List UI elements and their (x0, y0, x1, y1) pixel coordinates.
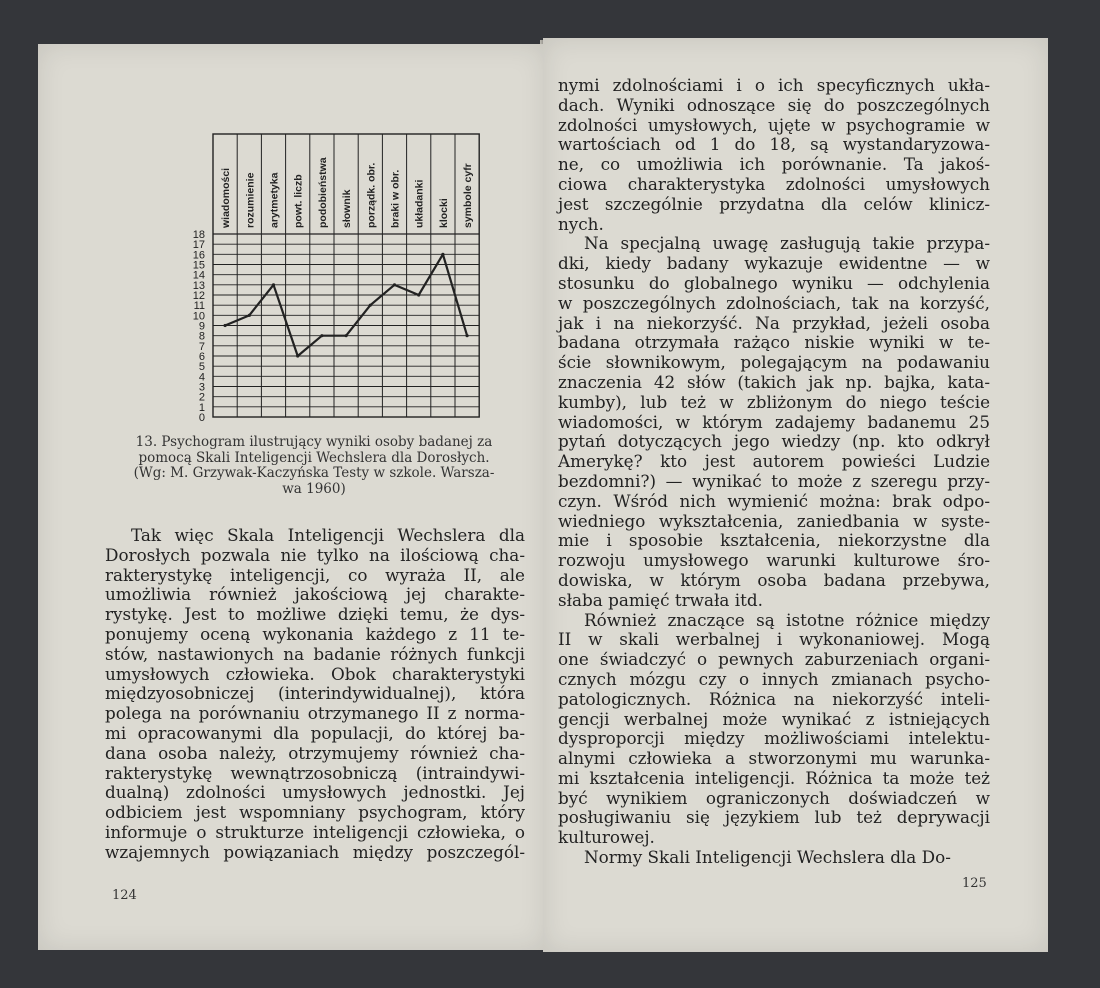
chart-y-tick: 7 (198, 340, 205, 353)
text-line: II w skali werbalnej i wykonaniowej. Mogą (558, 629, 990, 650)
chart-y-tick: 10 (192, 310, 205, 323)
chart-point (417, 293, 420, 296)
page-number-left: 124 (112, 888, 137, 903)
text-line: dach. Wyniki odnoszące się do poszczególnych (558, 94, 990, 115)
chart-category-label: układanki (413, 179, 426, 228)
chart-y-tick: 15 (192, 259, 205, 272)
text-line: polega na porównaniu otrzymanego II z norma- (105, 703, 525, 724)
chart-category-label: rozumienie (244, 172, 257, 228)
text-line: wiedniego wykształcenia, zaniedbania w syste- (558, 510, 990, 531)
chart-point (224, 324, 227, 327)
text-line: wartościach od 1 do 18, są wystandaryzowa- (558, 134, 990, 155)
text-line: bezdomni?) — wynikać to może z szeregu przy- (558, 470, 990, 491)
chart-category-label: arytmetyka (268, 172, 281, 228)
caption-line: pomocą Skali Inteligencji Wechslera dla Dorosłych. (138, 449, 490, 466)
caption-line: (Wg: M. Grzywak-Kaczyńska Testy w szkole. Warsza- (133, 465, 495, 481)
text-line: jak i na niekorzyść. Na przykład, jeżeli osoba (558, 312, 990, 333)
text-line: ście słownikowym, polegającym na podawaniu (558, 352, 990, 373)
text-line: dysproporcji między możliwościami intelektu- (558, 728, 990, 749)
chart-point (345, 334, 348, 337)
chart-y-tick: 18 (192, 229, 205, 241)
chart-y-tick: 9 (198, 320, 205, 333)
text-line: badana otrzymała rażąco niskie wyniki w te- (558, 332, 990, 353)
chart-point (393, 283, 396, 286)
text-line: Również znaczące są istotne różnice między (584, 609, 990, 630)
text-line: Tak więc Skala Inteligencji Wechslera dla (131, 525, 525, 545)
figure-caption (102, 435, 526, 497)
left-body-text (105, 526, 525, 863)
chart-point (272, 283, 275, 286)
text-line: w poszczególnych zdolnościach, tak na korzyść, (558, 292, 990, 313)
text-line: mi kształcenia inteligencji. Różnica ta może też (558, 767, 990, 788)
text-line: Amerykę? kto jest autorem powieści Ludzie (558, 451, 990, 472)
text-line: rystykę. Jest to możliwe dzięki temu, że dys- (105, 604, 525, 625)
chart-y-tick: 12 (192, 290, 205, 302)
text-line: mie i sposobie kształcenia, niekorzystne dla (558, 530, 990, 551)
text-line: gencji werbalnej może wynikać z istniejących (558, 708, 990, 729)
text-line: Dorosłych pozwala nie tylko na ilościową cha- (105, 544, 525, 565)
text-line: odbiciem jest wspomniany psychogram, który (105, 802, 525, 823)
caption-line: 13. Psychogram ilustrujący wyniki osoby badanej za (135, 434, 493, 450)
chart-y-tick: 8 (198, 330, 205, 343)
chart-point (441, 253, 444, 256)
page-number-right: 125 (962, 876, 987, 891)
text-line: rakterystykę inteligencji, co wyraża II, ale (105, 564, 525, 585)
text-line: międzyosobniczej (interindywidualnej), która (105, 683, 525, 704)
text-line: dowiska, w którym osoba badana przebywa, (558, 569, 990, 590)
chart-y-tick: 4 (198, 371, 205, 384)
text-line: wiadomości, w którym zadajemy badanemu 25 (558, 411, 990, 432)
text-line: nych. (558, 213, 604, 234)
text-line: jest szczególnie przydatna dla celów klinicz- (558, 193, 990, 214)
chart-category-label: wiadomości (220, 167, 233, 228)
chart-y-tick: 17 (192, 239, 205, 252)
chart-category-label: powt. liczb (292, 174, 305, 228)
text-line: nymi zdolnościami i o ich specyficznych ukła- (558, 75, 990, 95)
text-line: one świadczyć o pewnych zaburzeniach organi- (558, 649, 990, 670)
text-line: pytań dotyczących jego wiedzy (np. kto odkrył (558, 431, 990, 452)
text-line: alnymi człowieka a stworzonymi mu warunka- (558, 748, 990, 769)
text-line: ponujemy oceną wykonania każdego z 11 te- (105, 623, 525, 644)
chart-y-tick: 11 (193, 300, 205, 313)
chart-y-tick-labels (193, 229, 205, 424)
text-line: być wynikiem ograniczonych doświadczeń w (558, 787, 990, 808)
text-line: informuje o strukturze inteligencji człowieka, o (105, 821, 525, 842)
text-line: rozwoju umysłowego warunki kulturowe śro- (558, 550, 990, 571)
text-line: umożliwia również jakościową jej charakte- (105, 584, 525, 605)
chart-category-label: porządk. obr. (365, 162, 378, 228)
text-line: stów, nastawionych na badanie różnych funkcji (105, 643, 525, 664)
chart-y-tick: 2 (198, 391, 205, 404)
chart-y-tick: 0 (198, 412, 205, 424)
text-line: słaba pamięć trwała itd. (558, 589, 763, 610)
chart-point (369, 304, 372, 307)
text-line: wzajemnych powiązaniach między poszczegól- (105, 841, 525, 862)
chart-y-tick: 13 (192, 279, 205, 292)
chart-y-tick: 14 (192, 269, 205, 282)
chart-category-label: podobieństwa (316, 157, 329, 228)
text-line: znaczenia 42 słów (takich jak np. bajka, kata- (558, 371, 990, 392)
text-line: kulturowej. (558, 827, 655, 848)
text-line: zdolności umysłowych, ujęte w psychogramie w (558, 114, 990, 135)
chart-point (466, 334, 469, 337)
text-line: Na specjalną uwagę zasługują takie przypa- (584, 233, 990, 254)
chart-category-labels (220, 157, 474, 229)
text-line: posługiwaniu się językiem lub też deprywacji (558, 807, 990, 828)
text-line: stosunku do globalnego wyniku — odchylenia (558, 272, 990, 293)
chart-point (296, 354, 299, 357)
chart-y-tick: 3 (198, 381, 205, 394)
text-line: ne, co umożliwia ich porównanie. Ta jakoś- (558, 154, 990, 175)
text-line: umysłowych człowieka. Obok charakterystyki (105, 663, 525, 684)
chart-category-label: symbole cyfr (462, 163, 475, 228)
text-line: patologicznych. Różnica na niekorzyść inteli- (558, 688, 990, 709)
chart-category-label: braki w obr. (389, 169, 402, 228)
caption-line: wa 1960) (282, 480, 346, 497)
text-line: dualną) zdolności umysłowych jednostki. Jej (105, 782, 525, 803)
chart-y-tick: 6 (198, 351, 205, 363)
chart-point (248, 314, 251, 317)
text-line: Normy Skali Inteligencji Wechslera dla Do- (584, 847, 951, 868)
text-line: mi opracowanymi dla populacji, do której ba- (105, 722, 525, 743)
right-page (543, 38, 1048, 952)
text-line: dana osoba należy, otrzymujemy również cha- (105, 742, 525, 763)
chart-category-label: klocki (437, 198, 450, 228)
text-line: czyn. Wśród nich wymienić można: brak odpo- (558, 490, 990, 511)
chart-y-tick: 5 (198, 361, 205, 374)
psychogram-chart (138, 86, 558, 431)
left-page (38, 44, 546, 950)
chart-category-label: słownik (341, 189, 354, 228)
text-line: rakterystykę wewnątrzosobniczą (intraindywi- (105, 762, 525, 783)
text-line: ciowa charakterystyka zdolności umysłowych (558, 173, 990, 194)
chart-y-tick: 16 (192, 249, 205, 262)
text-line: cznych mózgu czy o innych zmianach psycho- (558, 668, 990, 689)
text-line: dki, kiedy badany wykazuje ewidentne — w (558, 253, 990, 274)
right-body-text (558, 76, 990, 868)
chart-point (320, 334, 323, 337)
chart-y-tick: 1 (198, 401, 205, 414)
text-line: kumby), lub też w zbliżonym do niego teście (558, 391, 990, 412)
